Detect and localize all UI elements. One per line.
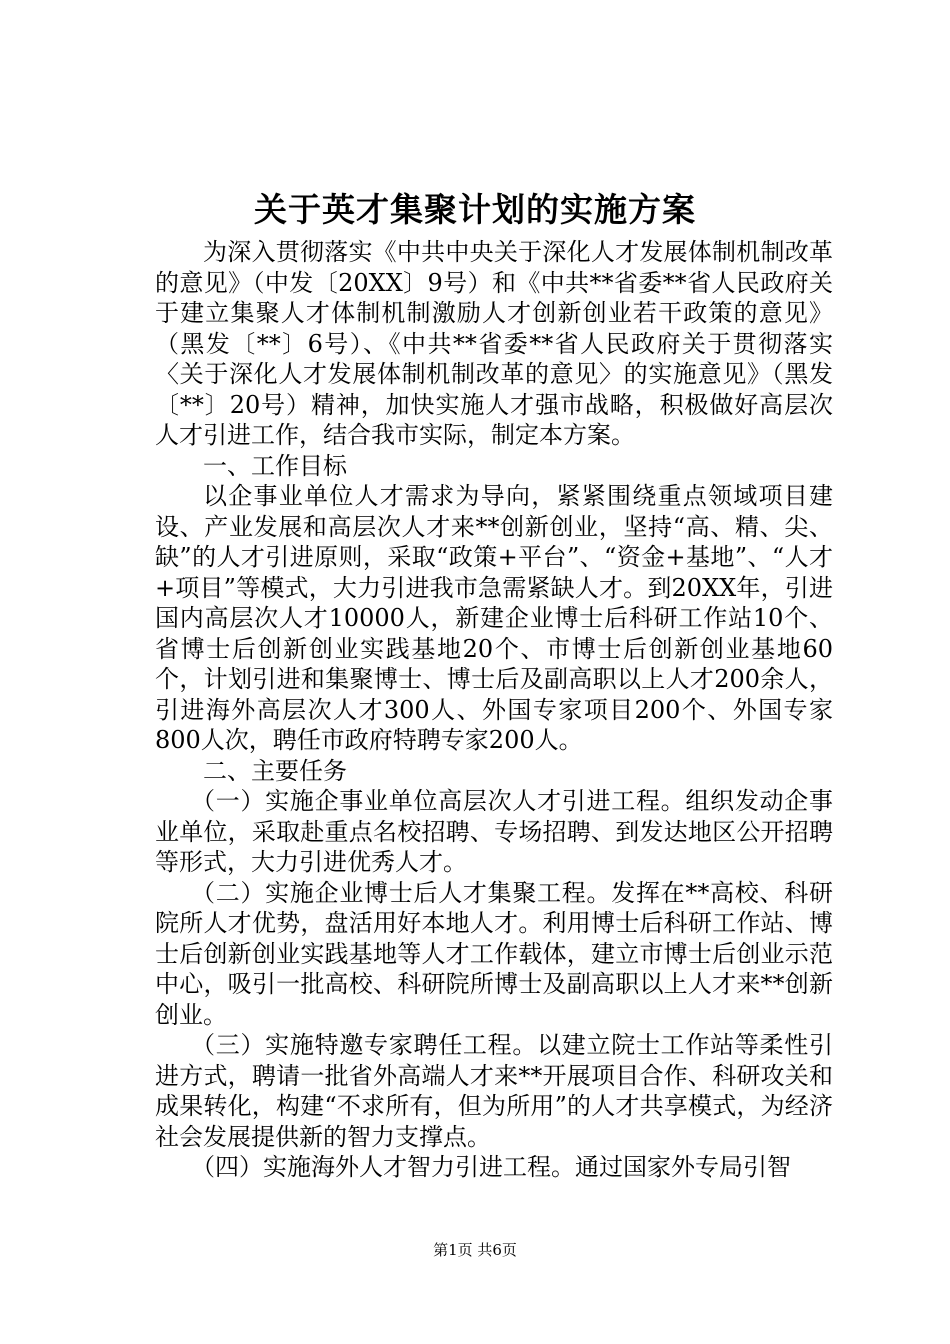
task-paragraph-2: （二）实施企业博士后人才集聚工程。发挥在**高校、科研院所人才优势，盘活用好本地人才。利用博士后科研工作站、博士后创新创业实践基地等人才工作载体，建立市博士后创业示范中心，吸引一批高校、科研院所博士及副高职以上人才来**创新创业。 [155, 878, 833, 1029]
task-paragraph-1: （一）实施企事业单位高层次人才引进工程。组织发动企事业单位，采取赴重点名校招聘、专场招聘、到发达地区公开招聘等形式，大力引进优秀人才。 [155, 787, 833, 876]
section-heading-goals: 一、工作目标 [203, 451, 347, 480]
task-paragraph-4: （四）实施海外人才智力引进工程。通过国家外专局引智 [191, 1153, 791, 1181]
page-number-footer: 第1页 共6页 [433, 1241, 517, 1259]
intro-paragraph: 为深入贯彻落实《中共中央关于深化人才发展体制机制改革的意见》（中发〔20XX〕9号）和《中共**省委**省人民政府关于建立集聚人才体制机制激励人才创新创业若干政策的意见》（黑发〔**〕6号）、《中共**省委**省人民政府关于贯彻落实〈关于深化人才发展体制机制改革的意见〉的实施意见》（黑发〔**〕20号）精神，加快实施人才强市战略，积极做好高层次人才引进工作，结合我市实际，制定本方案。 [155, 238, 833, 449]
document-body [155, 237, 833, 1183]
task-paragraph-3: （三）实施特邀专家聘任工程。以建立院士工作站等柔性引进方式，聘请一批省外高端人才来**开展项目合作、科研攻关和成果转化，构建“不求所有，但为所用”的人才共享模式，为经济社会发展提供新的智力支撑点。 [155, 1031, 833, 1151]
section-heading-tasks: 二、主要任务 [203, 756, 347, 785]
goals-paragraph: 以企事业单位人才需求为导向，紧紧围绕重点领域项目建设、产业发展和高层次人才来**创新创业，坚持“高、精、尖、缺”的人才引进原则，采取“政策+平台”、“资金+基地”、“人才+项目”等模式，大力引进我市急需紧缺人才。到20XX年，引进国内高层次人才10000人，新建企业博士后科研工作站10个、省博士后创新创业实践基地20个、市博士后创新创业基地60个，计划引进和集聚博士、博士后及副高职以上人才200余人，引进海外高层次人才300人、外国专家项目200个、外国专家800人次，聘任市政府特聘专家200人。 [155, 482, 833, 754]
document-title: 关于英才集聚计划的实施方案 [254, 190, 696, 229]
